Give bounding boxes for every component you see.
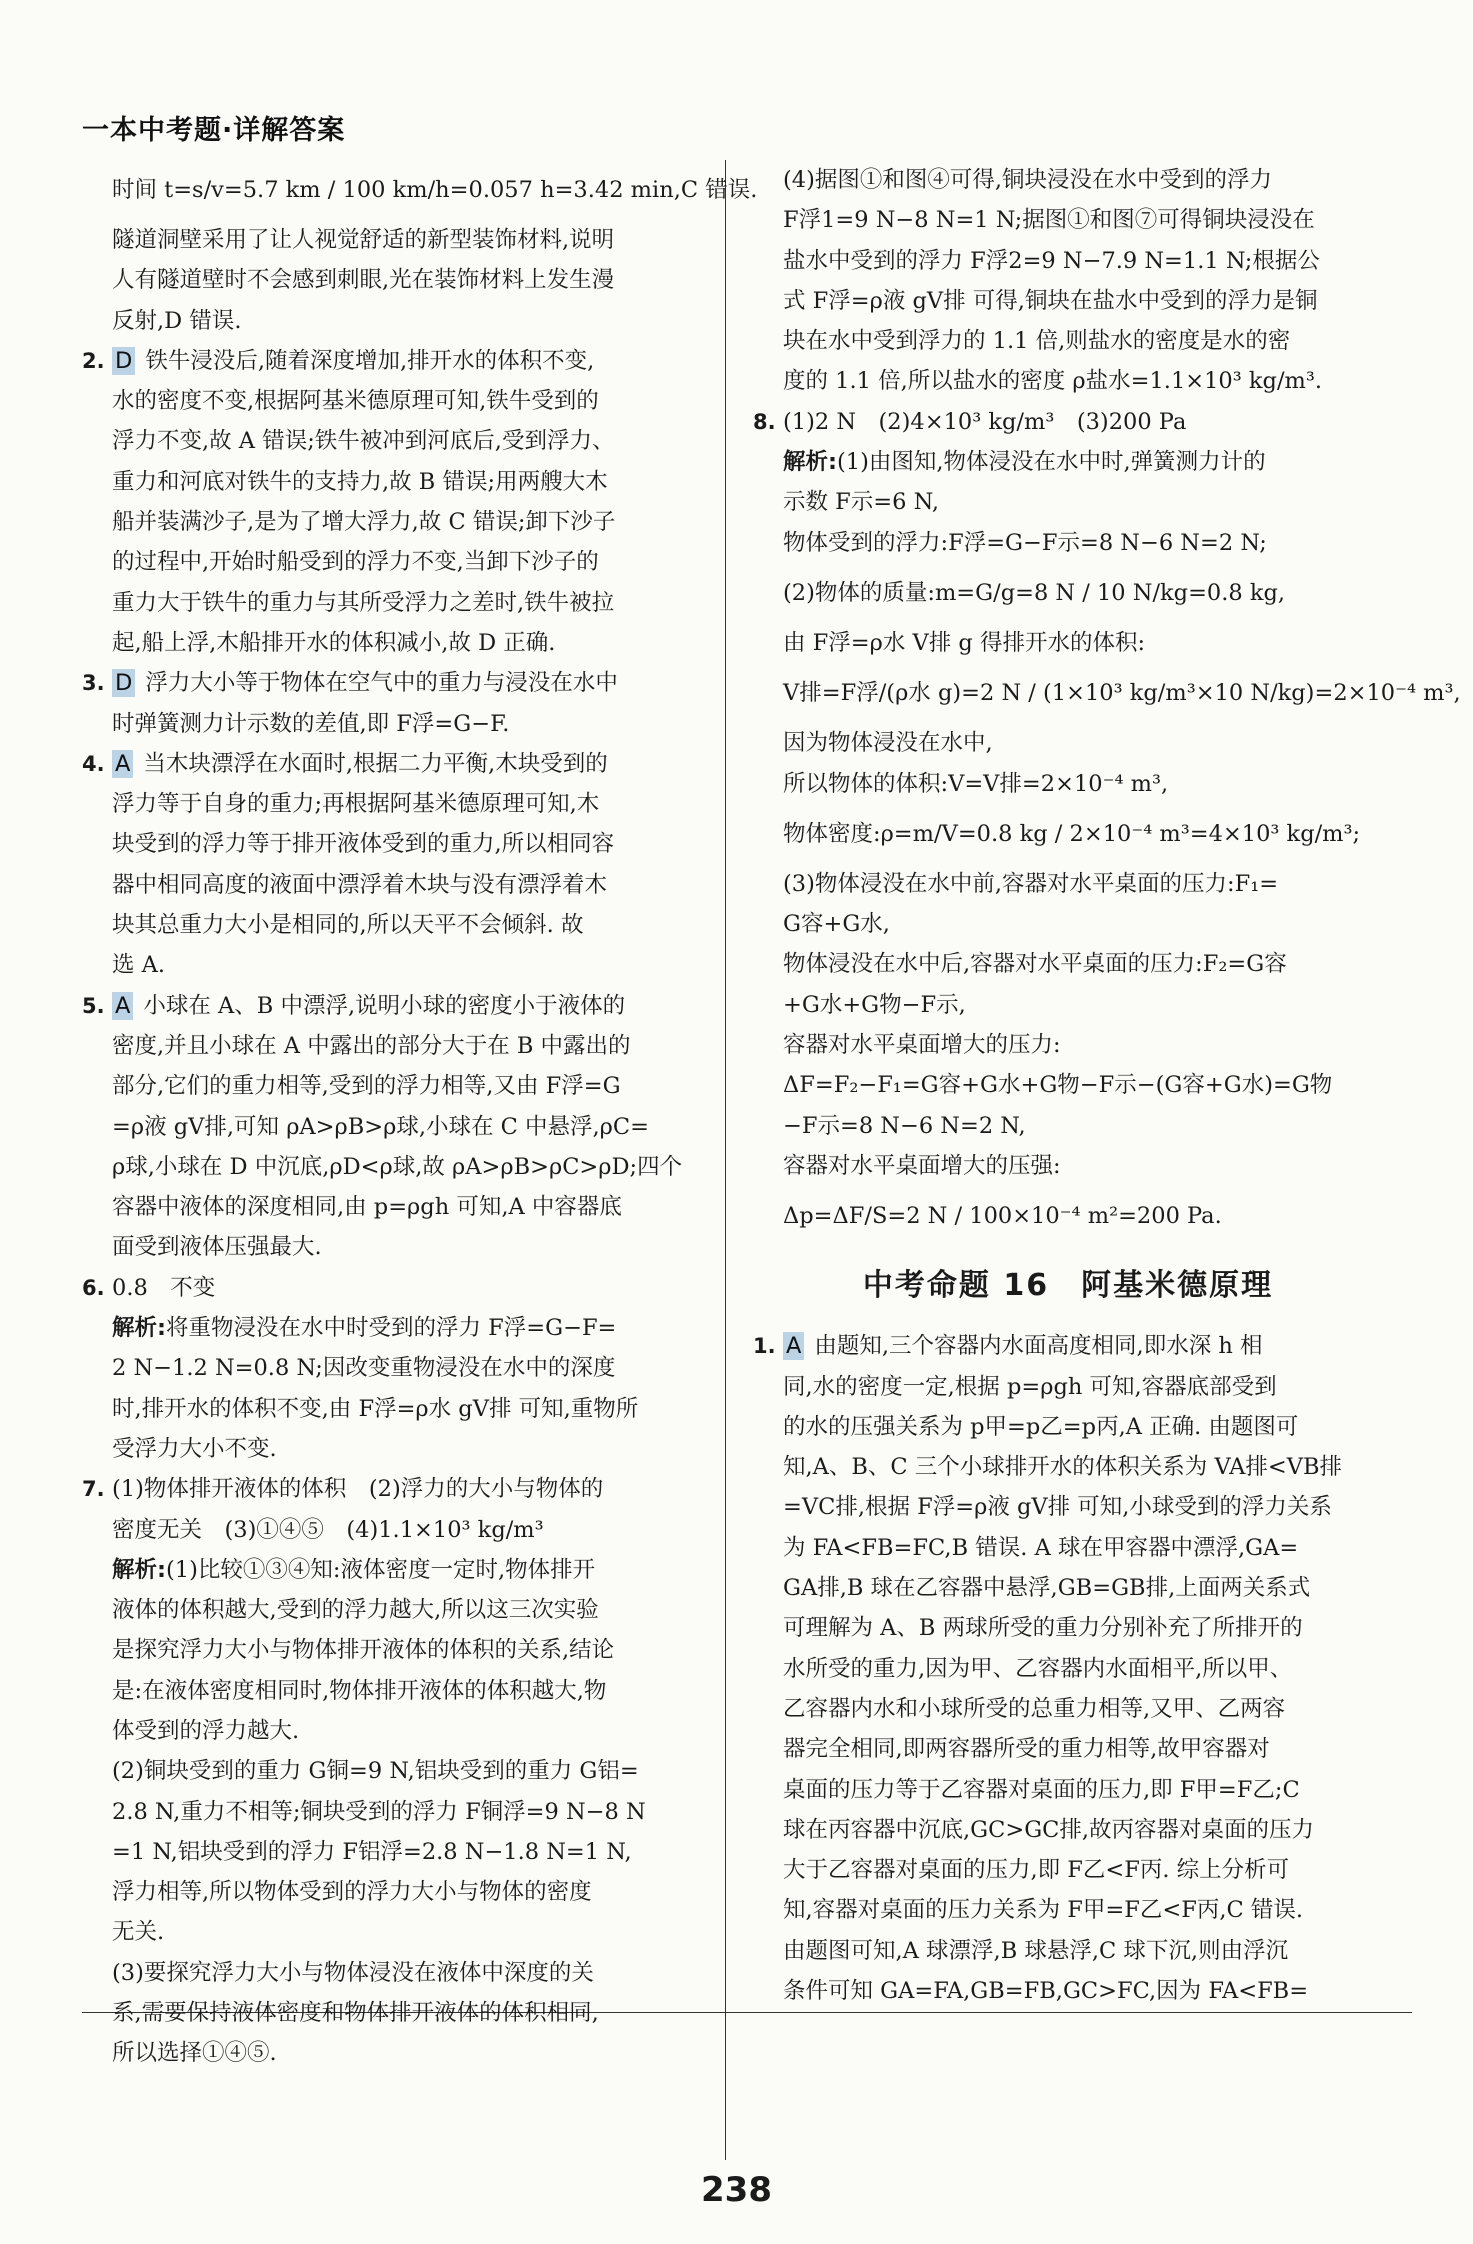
- answer-item: [82, 744, 712, 784]
- line-text: 因为物体浸没在水中,: [783, 730, 993, 757]
- line-text: 时弹簧测力计示数的差值,即 F浮=G−F.: [112, 710, 510, 737]
- answer-line: [82, 1550, 712, 1590]
- line-text: 示数 F示=6 N,: [783, 489, 939, 516]
- answer-line: [82, 1066, 712, 1106]
- line-text: 大于乙容器对桌面的压力,即 F乙<F丙. 综上分析可: [783, 1857, 1290, 1884]
- line-text: 球在丙容器中沉底,GC>GC排,故丙容器对桌面的压力: [783, 1816, 1315, 1843]
- line-text: 浮力相等,所以物体受到的浮力大小与物体的密度: [112, 1879, 592, 1906]
- line-text: 人有隧道壁时不会感到刺眼,光在装饰材料上发生漫: [112, 267, 615, 294]
- line-text: 知,A、B、C 三个小球排开水的体积关系为 VA排<VB排: [783, 1454, 1343, 1481]
- answer-line: [753, 1025, 1383, 1065]
- line-text: 2 N−1.2 N=0.8 N;因改变重物浸没在水中的深度: [112, 1355, 616, 1382]
- answer-line: [82, 1832, 712, 1872]
- line-text: 是探究浮力大小与物体排开液体的体积的关系,结论: [112, 1637, 615, 1664]
- answer-line: [753, 523, 1383, 563]
- answer-line: [753, 1568, 1383, 1608]
- answer-line: [82, 1792, 712, 1832]
- answer-item: [82, 1268, 712, 1308]
- line-text: 器完全相同,即两容器所受的重力相等,故甲容器对: [783, 1736, 1270, 1763]
- line-text: 盐水中受到的浮力 F浮2=9 N−7.9 N=1.1 N;根据公: [783, 247, 1320, 274]
- answer-item: [753, 1326, 1383, 1366]
- line-text: 块其总重力大小是相同的,所以天平不会倾斜. 故: [112, 912, 584, 939]
- answer-line: [82, 784, 712, 824]
- line-text: 时,排开水的体积不变,由 F浮=ρ水 gV排 可知,重物所: [112, 1395, 639, 1422]
- line-text: 块受到的浮力等于排开液体受到的重力,所以相同容: [112, 831, 615, 858]
- answer-line: [753, 1810, 1383, 1850]
- line-text: 的水的压强关系为 p甲=p乙=p丙,A 正确. 由题图可: [783, 1413, 1299, 1440]
- line-text: 块在水中受到浮力的 1.1 倍,则盐水的密度是水的密: [783, 328, 1291, 355]
- answer-line: [82, 542, 712, 582]
- line-text: 条件可知 GA=FA,GB=FB,GC>FC,因为 FA<FB=: [783, 1977, 1309, 2004]
- item-number: 5.: [82, 993, 105, 1018]
- answer-line: [753, 1487, 1383, 1527]
- line-text: 反射,D 错误.: [112, 307, 242, 334]
- line-text: 铁牛浸没后,随着深度增加,排开水的体积不变,: [145, 347, 595, 374]
- answer-line: [753, 1608, 1383, 1648]
- answer-line: [753, 1146, 1383, 1186]
- line-text: 受浮力大小不变.: [112, 1435, 277, 1462]
- analysis-label: 解析:: [112, 1556, 166, 1583]
- item-number: 8.: [753, 409, 776, 434]
- line-text: 物体浸没在水中后,容器对水平桌面的压力:F₂=G容: [783, 951, 1287, 978]
- line-text: (1)2 N (2)4×10³ kg/m³ (3)200 Pa: [783, 408, 1187, 435]
- line-text: 0.8 不变: [112, 1274, 216, 1301]
- line-text: 容器对水平桌面增大的压强:: [783, 1152, 1061, 1179]
- line-text: 为 FA<FB=FC,B 错误. A 球在甲容器中漂浮,GA=: [783, 1534, 1299, 1561]
- line-text: 选 A.: [112, 952, 166, 979]
- line-text: 重力和河底对铁牛的支持力,故 B 错误;用两艘大木: [112, 468, 608, 495]
- line-text: 同,水的密度一定,根据 p=ρgh 可知,容器底部受到: [783, 1373, 1277, 1400]
- answer-line: [753, 1649, 1383, 1689]
- line-text: 时间 t=s/v=5.7 km / 100 km/h=0.057 h=3.42 min,C 错误.: [112, 177, 758, 203]
- answer-line: [82, 1872, 712, 1912]
- answer-line: [82, 583, 712, 623]
- line-text: 由题知,三个容器内水面高度相同,即水深 h 相: [814, 1333, 1263, 1360]
- line-text: 由题图可知,A 球漂浮,B 球悬浮,C 球下沉,则由浮沉: [783, 1937, 1289, 1964]
- line-text: 是:在液体密度相同时,物体排开液体的体积越大,物: [112, 1677, 607, 1704]
- line-text: 浮力大小等于物体在空气中的重力与浸没在水中: [145, 670, 618, 697]
- answer-line: [82, 260, 712, 300]
- answer-line: [753, 1729, 1383, 1769]
- page-header: 一本中考题·详解答案: [82, 115, 346, 146]
- item-number: 2.: [82, 348, 105, 373]
- answer-line: [753, 482, 1383, 522]
- line-text: 液体的体积越大,受到的浮力越大,所以这三次实验: [112, 1597, 599, 1624]
- answer-line: [82, 1993, 712, 2033]
- answer-line: [753, 1065, 1383, 1105]
- answer-line: [753, 764, 1383, 804]
- answer-line: [82, 1630, 712, 1670]
- answer-line: [753, 160, 1383, 200]
- answer-line: [753, 944, 1383, 984]
- line-text: 度的 1.1 倍,所以盐水的密度 ρ盐水=1.1×10³ kg/m³.: [783, 368, 1323, 395]
- answer-line: [82, 1711, 712, 1751]
- line-text: G容+G水,: [783, 911, 890, 938]
- answer-choice: D: [112, 347, 135, 375]
- line-text: (4)据图①和图④可得,铜块浸没在水中受到的浮力: [783, 167, 1273, 193]
- answer-choice: D: [112, 669, 135, 697]
- answer-line: [753, 1447, 1383, 1487]
- analysis-label: 解析:: [783, 449, 837, 476]
- line-text: =VC排,根据 F浮=ρ液 gV排 可知,小球受到的浮力关系: [783, 1494, 1332, 1521]
- line-text: 物体密度:ρ=m/V=0.8 kg / 2×10⁻⁴ m³=4×10³ kg/m³;: [783, 820, 1361, 847]
- answer-line: [753, 281, 1383, 321]
- answer-choice: A: [783, 1332, 804, 1360]
- answer-line: [753, 663, 1461, 723]
- page-number: 238: [701, 2170, 772, 2210]
- answer-line: [82, 1308, 712, 1348]
- answer-line: [82, 1107, 712, 1147]
- answer-line: [82, 1953, 712, 1993]
- answer-line: [753, 1528, 1383, 1568]
- answer-line: [82, 1671, 712, 1711]
- answer-line: [82, 1510, 712, 1550]
- answer-line: [82, 462, 712, 502]
- line-text: 容器对水平桌面增大的压力:: [783, 1032, 1061, 1059]
- answer-line: [82, 1147, 712, 1187]
- answer-line: [82, 623, 712, 663]
- line-text: 将重物浸没在水中时受到的浮力 F浮=G−F=: [166, 1315, 617, 1342]
- line-text: F浮1=9 N−8 N=1 N;据图①和图⑦可得铜块浸没在: [783, 207, 1315, 234]
- line-text: (2)铜块受到的重力 G铜=9 N,铝块受到的重力 G铝=: [112, 1758, 639, 1785]
- answer-line: [753, 1407, 1383, 1447]
- line-text: Δp=ΔF/S=2 N / 100×10⁻⁴ m²=200 Pa.: [783, 1203, 1222, 1230]
- answer-item: [82, 986, 712, 1026]
- line-text: (1)比较①③④知:液体密度一定时,物体排开: [166, 1556, 596, 1583]
- line-text: 浮力不变,故 A 错误;铁牛被冲到河底后,受到浮力、: [112, 428, 615, 455]
- analysis-label: 解析:: [112, 1315, 166, 1342]
- line-text: 密度无关 (3)①④⑤ (4)1.1×10³ kg/m³: [112, 1516, 544, 1543]
- item-number: 7.: [82, 1477, 105, 1502]
- answer-line: [82, 1429, 712, 1469]
- answer-line: [82, 1026, 712, 1066]
- answer-choice: A: [112, 750, 133, 778]
- line-text: 可理解为 A、B 两球所受的重力分别补充了所排开的: [783, 1615, 1303, 1642]
- answer-item: [82, 1469, 712, 1509]
- item-number: 6.: [82, 1275, 105, 1300]
- line-text: (3)要探究浮力大小与物体浸没在液体中深度的关: [112, 1959, 594, 1986]
- line-text: 所以物体的体积:V=V排=2×10⁻⁴ m³,: [783, 770, 1169, 797]
- answer-line: [753, 1931, 1383, 1971]
- line-text: ΔF=F₂−F₁=G容+G水+G物−F示−(G容+G水)=G物: [783, 1072, 1333, 1099]
- answer-choice: A: [112, 992, 133, 1020]
- line-text: V排=F浮/(ρ水 g)=2 N / (1×10³ kg/m³×10 N/kg)=2×10⁻⁴ m³,: [783, 680, 1461, 707]
- line-text: (3)物体浸没在水中前,容器对水平桌面的压力:F₁=: [783, 870, 1279, 897]
- answer-line: [753, 1971, 1383, 2011]
- answer-line: [82, 1912, 712, 1952]
- line-text: 浮力等于自身的重力;再根据阿基米德原理可知,木: [112, 791, 600, 818]
- line-text: 重力大于铁牛的重力与其所受浮力之差时,铁牛被拉: [112, 589, 615, 616]
- line-text: +G水+G物−F示,: [783, 991, 966, 1018]
- line-text: (1)物体排开液体的体积 (2)浮力的大小与物体的: [112, 1476, 604, 1503]
- answer-line: [753, 563, 1383, 623]
- answer-line: [753, 985, 1383, 1025]
- item-number: 4.: [82, 751, 105, 776]
- answer-line: [753, 864, 1383, 904]
- line-text: 船并装满沙子,是为了增大浮力,故 C 错误;卸下沙子: [112, 509, 616, 536]
- line-text: 密度,并且小球在 A 中露出的部分大于在 B 中露出的: [112, 1032, 631, 1059]
- line-text: 水的密度不变,根据阿基米德原理可知,铁牛受到的: [112, 388, 599, 415]
- answer-line: [753, 723, 1383, 763]
- item-number: 3.: [82, 671, 105, 696]
- line-text: 无关.: [112, 1919, 165, 1946]
- item-number: 1.: [753, 1334, 776, 1359]
- answer-line: [82, 220, 712, 260]
- line-text: (1)由图知,物体浸没在水中时,弹簧测力计的: [837, 449, 1266, 476]
- line-text: 小球在 A、B 中漂浮,说明小球的密度小于液体的: [143, 992, 626, 1019]
- answer-line: [82, 824, 712, 864]
- line-text: −F示=8 N−6 N=2 N,: [783, 1112, 1026, 1139]
- line-text: 的过程中,开始时船受到的浮力不变,当卸下沙子的: [112, 549, 599, 576]
- line-text: 所以选择①④⑤.: [112, 2040, 277, 2067]
- section-title: 中考命题 16 阿基米德原理: [862, 1268, 1274, 1304]
- answer-line: [82, 160, 758, 220]
- answer-line: [753, 442, 1383, 482]
- answer-line: [753, 904, 1383, 944]
- line-text: 知,容器对桌面的压力关系为 F甲=F乙<F丙,C 错误.: [783, 1897, 1304, 1924]
- line-text: 隧道洞壁采用了让人视觉舒适的新型装饰材料,说明: [112, 227, 615, 253]
- column-divider: [725, 160, 726, 2160]
- line-text: 乙容器内水和小球所受的总重力相等,又甲、乙两容: [783, 1695, 1286, 1722]
- line-text: 面受到液体压强最大.: [112, 1234, 322, 1261]
- line-text: 2.8 N,重力不相等;铜块受到的浮力 F铜浮=9 N−8 N: [112, 1798, 646, 1825]
- answer-line: [753, 200, 1383, 240]
- answer-line: [753, 361, 1383, 401]
- line-text: 起,船上浮,木船排开水的体积减小,故 D 正确.: [112, 629, 556, 656]
- answer-line: [82, 381, 712, 421]
- answer-item: [82, 663, 712, 703]
- answer-item: [753, 402, 1383, 442]
- answer-line: [82, 945, 712, 985]
- answer-line: [82, 502, 712, 542]
- line-text: =ρ液 gV排,可知 ρA>ρB>ρ球,小球在 C 中悬浮,ρC=: [112, 1113, 649, 1140]
- line-text: 容器中液体的深度相同,由 p=ρgh 可知,A 中容器底: [112, 1194, 622, 1221]
- line-text: 当木块漂浮在水面时,根据二力平衡,木块受到的: [143, 750, 608, 777]
- answer-line: [82, 1348, 712, 1388]
- line-text: 体受到的浮力越大.: [112, 1717, 300, 1744]
- answer-line: [753, 241, 1383, 281]
- line-text: 水所受的重力,因为甲、乙容器内水面相平,所以甲、: [783, 1655, 1293, 1682]
- line-text: (2)物体的质量:m=G/g=8 N / 10 N/kg=0.8 kg,: [783, 579, 1286, 606]
- answer-line: [753, 1106, 1383, 1146]
- answer-line: [753, 321, 1383, 361]
- line-text: 物体受到的浮力:F浮=G−F示=8 N−6 N=2 N;: [783, 529, 1267, 556]
- answer-line: [82, 301, 712, 341]
- answer-line: [82, 905, 712, 945]
- answer-line: [82, 1187, 712, 1227]
- line-text: 桌面的压力等于乙容器对桌面的压力,即 F甲=F乙;C: [783, 1776, 1300, 1803]
- answer-line: [753, 1186, 1383, 1246]
- answer-line: [753, 1770, 1383, 1810]
- line-text: 由 F浮=ρ水 V排 g 得排开水的体积:: [783, 629, 1146, 656]
- answer-line: [753, 1850, 1383, 1890]
- answer-line: [82, 704, 712, 744]
- line-text: GA排,B 球在乙容器中悬浮,GB=GB排,上面两关系式: [783, 1575, 1311, 1602]
- answer-line: [753, 1367, 1383, 1407]
- right-column: [753, 160, 1461, 2011]
- answer-line: [753, 623, 1383, 663]
- answer-line: [753, 1689, 1383, 1729]
- line-text: ρ球,小球在 D 中沉底,ρD<ρ球,故 ρA>ρB>ρC>ρD;四个: [112, 1153, 683, 1180]
- answer-line: [753, 1890, 1383, 1930]
- answer-line: [82, 1751, 712, 1791]
- answer-line: [753, 804, 1383, 864]
- line-text: 式 F浮=ρ液 gV排 可得,铜块在盐水中受到的浮力是铜: [783, 287, 1318, 314]
- answer-line: [82, 1227, 712, 1267]
- answer-line: [82, 1389, 712, 1429]
- answer-line: [82, 421, 712, 461]
- answer-line: [82, 865, 712, 905]
- line-text: 部分,它们的重力相等,受到的浮力相等,又由 F浮=G: [112, 1073, 621, 1100]
- line-text: =1 N,铝块受到的浮力 F铝浮=2.8 N−1.8 N=1 N,: [112, 1838, 632, 1865]
- line-text: 器中相同高度的液面中漂浮着木块与没有漂浮着木: [112, 871, 608, 898]
- answer-line: [82, 2033, 712, 2073]
- answer-item: [82, 341, 712, 381]
- answer-line: [82, 1590, 712, 1630]
- line-text: 系,需要保持液体密度和物体排开液体的体积相同,: [112, 2000, 599, 2027]
- left-column: [82, 160, 758, 2074]
